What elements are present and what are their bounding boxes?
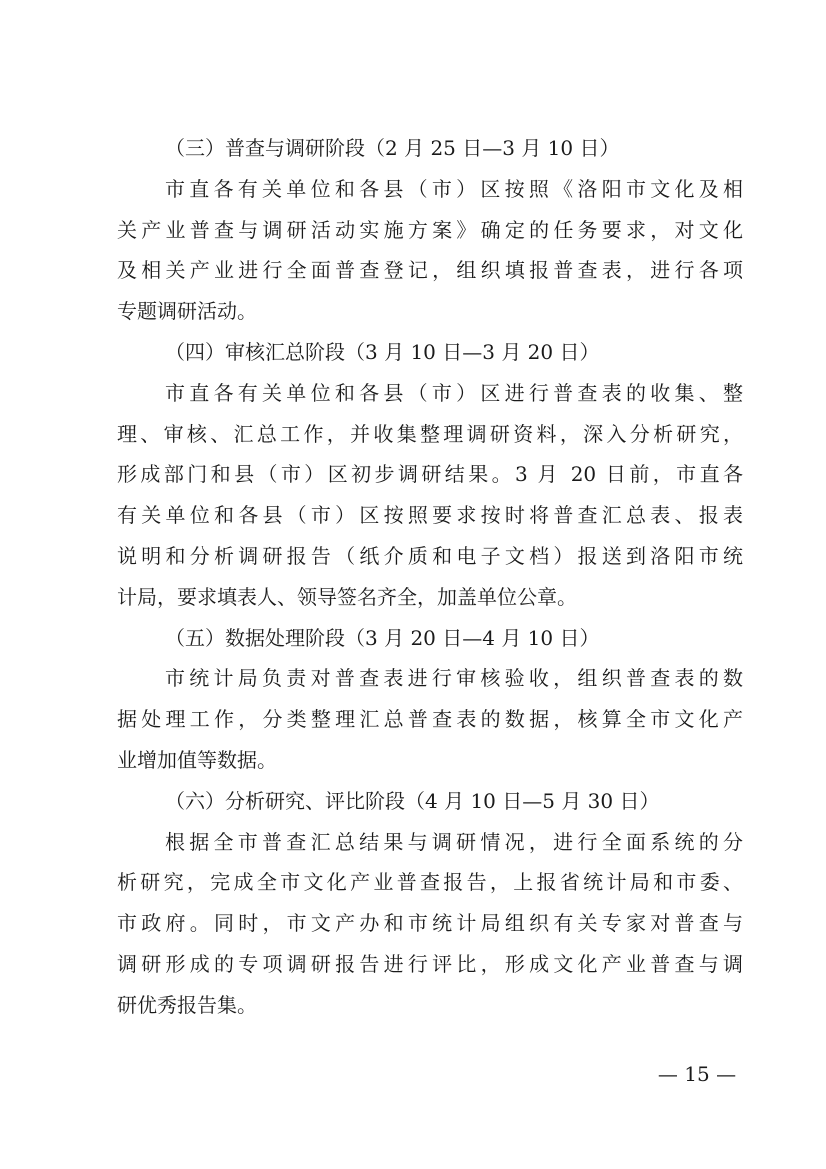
- paragraph-line: 计局，要求填表人、领导签名齐全，加盖单位公章。: [117, 584, 577, 609]
- paragraph-line: 专题调研活动。: [117, 299, 257, 324]
- section-heading-5: （五）数据处理阶段（3 月 20 日—4 月 10 日）: [165, 625, 600, 650]
- paragraph-line: 及相关产业进行全面普查登记，组织填报普查表，进行各项: [117, 258, 743, 283]
- document-body: [117, 128, 743, 1026]
- section-heading-6: （六）分析研究、评比阶段（4 月 10 日—5 月 30 日）: [165, 788, 660, 813]
- paragraph-line: 市直各有关单位和各县（市）区进行普查表的收集、整: [165, 380, 743, 405]
- paragraph-line: 析研究，完成全市文化产业普查报告，上报省统计局和市委、: [117, 870, 743, 895]
- paragraph-line: 调研形成的专项调研报告进行评比，形成文化产业普查与调: [117, 951, 743, 976]
- paragraph-line: 市统计局负责对普查表进行审核验收，组织普查表的数: [165, 666, 743, 691]
- paragraph-line: 市直各有关单位和各县（市）区按照《洛阳市文化及相: [165, 176, 743, 201]
- paragraph-line: 有关单位和各县（市）区按照要求按时将普查汇总表、报表: [117, 503, 743, 528]
- section-heading-4: （四）审核汇总阶段（3 月 10 日—3 月 20 日）: [165, 339, 600, 364]
- section-heading-3: （三）普查与调研阶段（2 月 25 日—3 月 10 日）: [165, 136, 620, 160]
- paragraph-line: 关产业普查与调研活动实施方案》确定的任务要求，对文化: [117, 217, 743, 242]
- paragraph-line: 说明和分析调研报告（纸介质和电子文档）报送到洛阳市统: [117, 543, 743, 568]
- paragraph-line: 市政府。同时，市文产办和市统计局组织有关专家对普查与: [117, 911, 743, 936]
- paragraph-line: 业增加值等数据。: [117, 747, 277, 772]
- paragraph-line: 根据全市普查汇总结果与调研情况，进行全面系统的分: [165, 829, 743, 854]
- page-number: — 15 —: [657, 1062, 737, 1086]
- paragraph-line: 理、审核、汇总工作，并收集整理调研资料，深入分析研究，: [117, 421, 743, 446]
- paragraph-line: 形成部门和县（市）区初步调研结果。3 月 20 日前，市直各: [117, 462, 743, 487]
- paragraph-line: 据处理工作，分类整理汇总普查表的数据，核算全市文化产: [117, 707, 743, 732]
- paragraph-line: 研优秀报告集。: [117, 992, 257, 1017]
